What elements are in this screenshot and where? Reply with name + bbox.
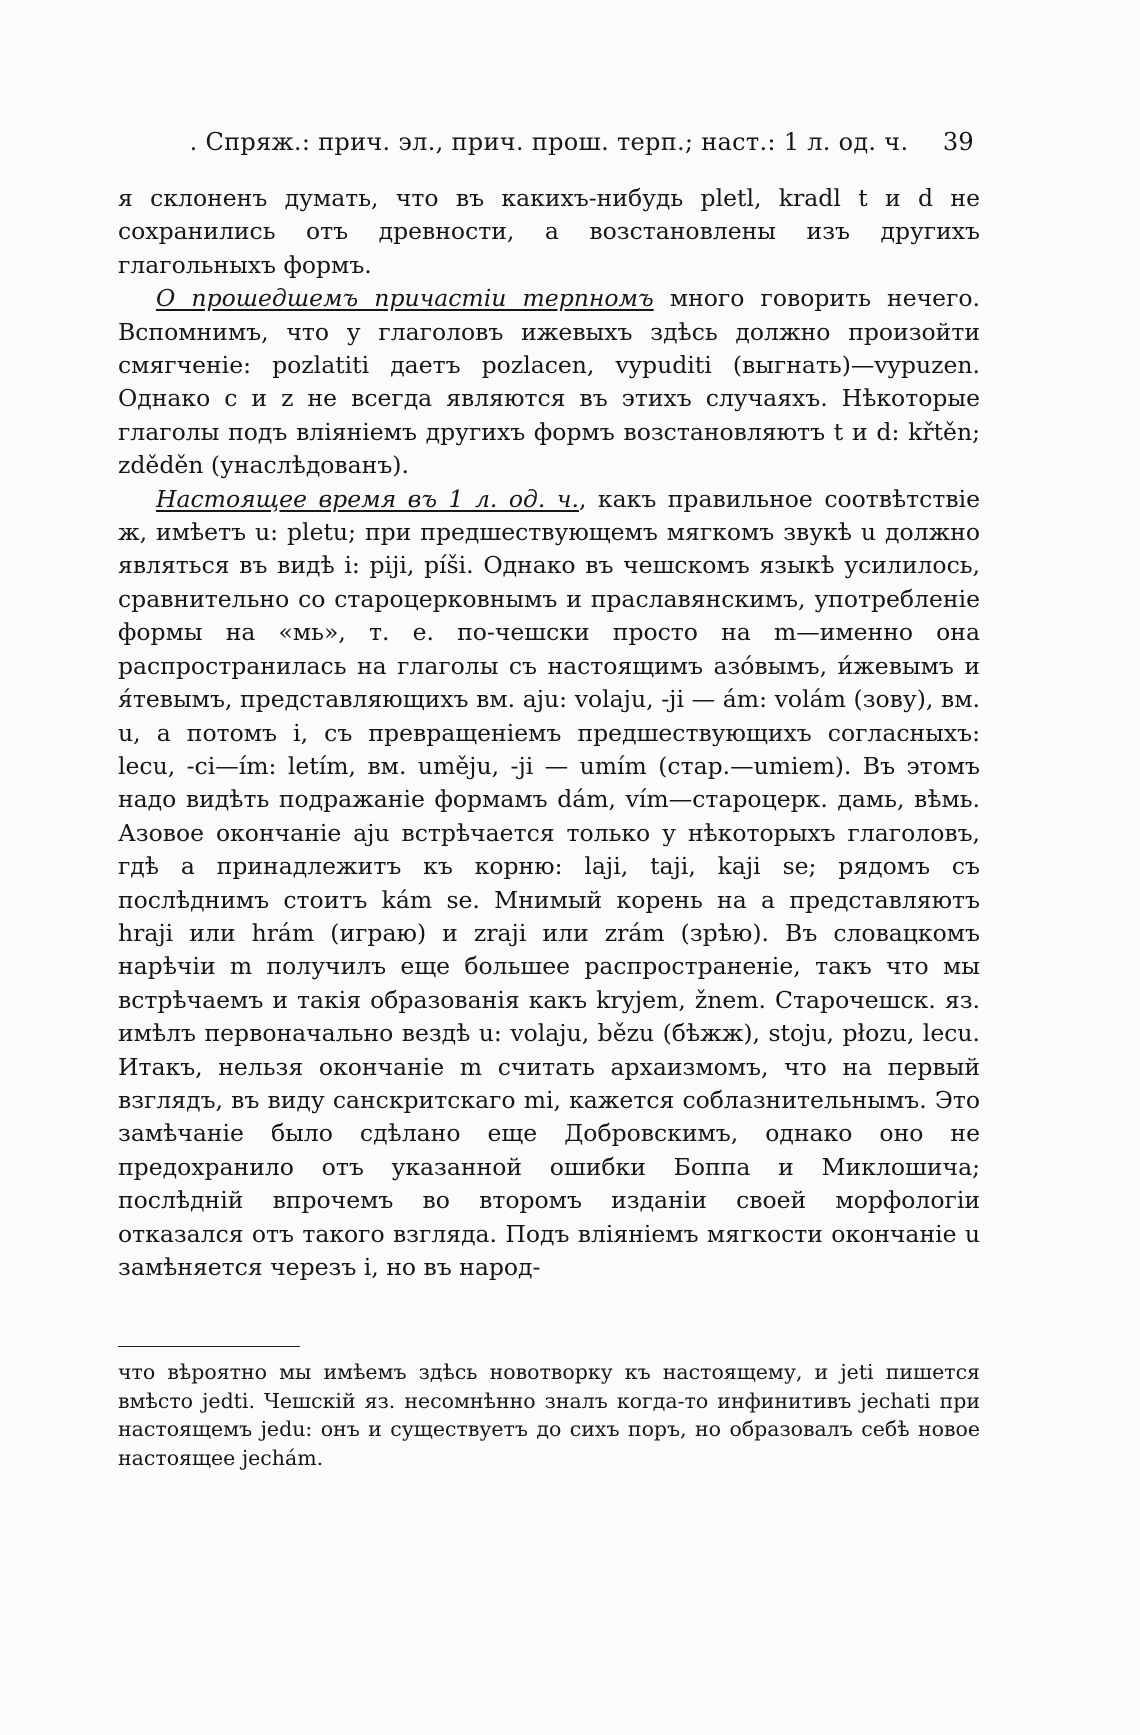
paragraph-lead: Настоящее время въ 1 л. од. ч.	[156, 484, 579, 513]
paragraph-text: много говорить нечего. Вспомнимъ, что у глаголовъ ижевыхъ здѣсь должно произойти смягченіе: pozlatiti даетъ pozlacen, vypuditi (выгнать)—vypuzen. Однако с и z не всегда являются въ этихъ случаяхъ. Нѣкоторые глаголы подъ вліяніемъ другихъ формъ возстановляютъ t и d: křtěn; zděděn (унаслѣдованъ).	[118, 284, 980, 480]
footnote-text: что вѣроятно мы имѣемъ здѣсь новотворку къ настоящему, и jeti пишется вмѣсто jedti. Чешскій яз. несомнѣнно зналъ когда-то инфинитивъ jechati при настоящемъ jedu: онъ и существуетъ до сихъ поръ, но образовалъ себѣ новое настоящее jechám.	[118, 1360, 980, 1470]
paragraph-past-participle	[118, 282, 980, 482]
paragraph-text: я склоненъ думать, что въ какихъ-нибудь pletl, kradl t и d не сохранились отъ древности, а возстановлены изъ другихъ глагольныхъ формъ.	[118, 184, 980, 279]
page-number: 39	[942, 128, 974, 156]
running-header	[118, 128, 980, 156]
running-title: . Спряж.: прич. эл., прич. прош. терп.; наст.: 1 л. од. ч.	[189, 128, 909, 156]
main-text	[118, 182, 980, 1284]
paragraph-lead: О прошедшемъ причастіи терпномъ	[156, 284, 654, 313]
footnote-divider	[118, 1346, 300, 1347]
paragraph-text: , какъ правильное соотвѣтствіе ж, имѣетъ u: pletu; при предшествующемъ мягкомъ звукѣ u должно являться въ видѣ i: piji, píši. Однако въ чешскомъ языкѣ усилилось, сравнительно со староцерковнымъ и праславянскимъ, употребленіе формы на «мь», т. е. по-чешски просто на m—именно она распространилась на глаголы съ настоящимъ азо́вымъ, и́жевымъ и я́тевымъ, представляющихъ вм. aju: volaju, -ji — ám: volám (зову), вм. u, а потомъ i, съ превращеніемъ предшествующихъ согласныхъ: lecu, -ci—ím: letím, вм. uměju, -ji — umím (стар.—umiem). Въ этомъ надо видѣть подражаніе формамъ dám, vím—староцерк. дамь, вѣмь. Азовое окончаніе aju встрѣчается только у нѣкоторыхъ глаголовъ, гдѣ a принадлежитъ къ корню: laji, taji, kaji se; рядомъ съ послѣднимъ стоитъ kám se. Мнимый корень на a представляютъ hraji или hrám (играю) и zraji или zrám (зрѣю). Въ словацкомъ нарѣчіи m получилъ еще большее распространеніе, такъ что мы встрѣчаемъ и такія образованія какъ kryjem, žnem. Старочешск. яз. имѣлъ первоначально вездѣ u: volaju, bězu (бѣжж), stoju, płozu, lecu. Итакъ, нельзя окончаніе m считать архаизмомъ, что на первый взглядъ, въ виду санскритскаго mi, кажется соблазнительнымъ. Это замѣчаніе было сдѣлано еще Добровскимъ, однако оно не предохранило отъ указанной ошибки Боппа и Миклошича; послѣдній впрочемъ во второмъ изданіи своей морфологіи отказался отъ такого взгляда. Подъ вліяніемъ мягкости окончаніе u замѣняется черезъ i, но въ народ-	[118, 484, 980, 1281]
paragraph-continuation	[118, 182, 980, 282]
paragraph-present-tense	[118, 483, 980, 1285]
footnotes	[118, 1358, 980, 1472]
